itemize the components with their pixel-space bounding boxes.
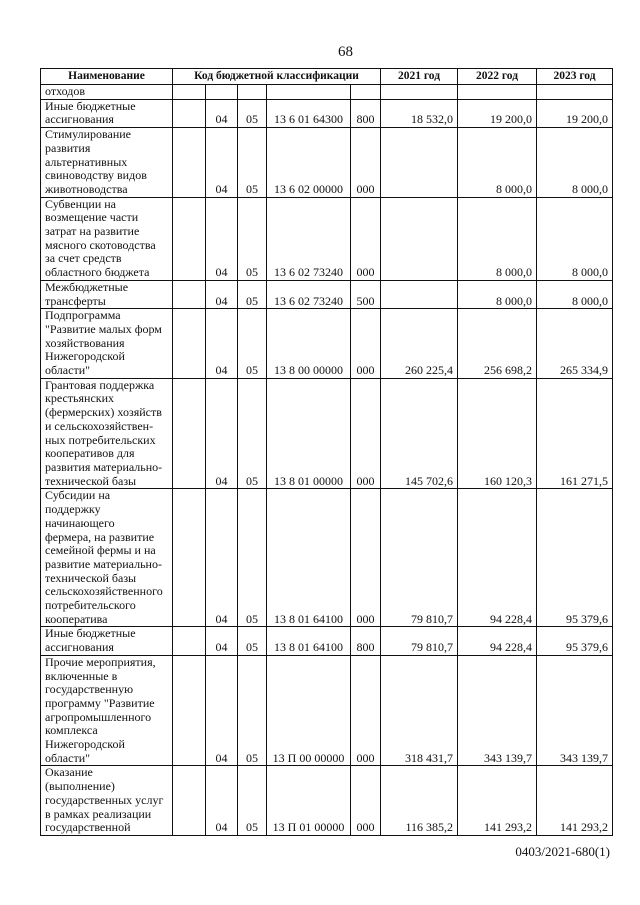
table-row <box>41 309 613 379</box>
code-expense-type-cell: 000 <box>351 128 381 198</box>
code-expense-type-cell: 000 <box>351 378 381 489</box>
header-year-2023: 2023 год <box>537 69 613 85</box>
row-name-cell: отходов <box>41 85 173 100</box>
code-blank-cell <box>173 627 206 655</box>
code-expense-type-cell: 000 <box>351 197 381 280</box>
amount-2021-cell <box>381 280 458 308</box>
row-name-cell: Субсидии на поддержку начинающего фермера, на развитие семейной фермы и на развитие материально- технической базы сельскохозяйственного потребительского кооператива <box>41 489 173 627</box>
table-row <box>41 85 613 100</box>
amount-2023-cell: 8 000,0 <box>537 197 613 280</box>
amount-2022-cell: 141 293,2 <box>458 766 537 836</box>
amount-2021-cell: 18 532,0 <box>381 99 458 127</box>
row-name-cell: Иные бюджетные ассигнования <box>41 627 173 655</box>
code-target-article-cell: 13 6 02 73240 <box>267 280 351 308</box>
amount-2022-cell: 94 228,4 <box>458 489 537 627</box>
amount-2021-cell: 145 702,6 <box>381 378 458 489</box>
amount-2022-cell: 160 120,3 <box>458 378 537 489</box>
row-name-cell: Подпрограмма "Развитие малых форм хозяйствования Нижегородской области" <box>41 309 173 379</box>
code-subsection-cell: 05 <box>238 378 267 489</box>
code-target-article-cell: 13 6 02 00000 <box>267 128 351 198</box>
row-name-cell: Грантовая поддержка крестьянских (фермерских) хозяйств и сельскохозяйствен- ных потребительских кооперативов для развития материально- технической базы <box>41 378 173 489</box>
code-blank-cell <box>173 655 206 766</box>
document-code: 0403/2021-680(1) <box>515 844 610 859</box>
table-row <box>41 655 613 766</box>
code-subsection-cell: 05 <box>238 128 267 198</box>
code-expense-type-cell: 500 <box>351 280 381 308</box>
code-subsection-cell: 05 <box>238 627 267 655</box>
code-blank-cell <box>173 85 206 100</box>
table-header <box>41 69 613 85</box>
table-row <box>41 766 613 836</box>
header-name: Наименование <box>41 69 173 85</box>
code-target-article-cell: 13 8 01 64100 <box>267 627 351 655</box>
row-name-cell: Стимулирование развития альтернативных свиноводству видов животноводства <box>41 128 173 198</box>
code-subsection-cell <box>238 85 267 100</box>
code-target-article-cell: 13 П 01 00000 <box>267 766 351 836</box>
row-name-cell: Прочие мероприятия, включенные в государственную программу "Развитие агропромышленного комплекса Нижегородской области" <box>41 655 173 766</box>
header-row <box>41 69 613 85</box>
table-row <box>41 627 613 655</box>
code-section-cell: 04 <box>206 309 238 379</box>
amount-2021-cell: 318 431,7 <box>381 655 458 766</box>
amount-2023-cell: 343 139,7 <box>537 655 613 766</box>
code-blank-cell <box>173 280 206 308</box>
amount-2022-cell: 343 139,7 <box>458 655 537 766</box>
amount-2022-cell <box>458 85 537 100</box>
code-subsection-cell: 05 <box>238 309 267 379</box>
code-section-cell: 04 <box>206 280 238 308</box>
code-subsection-cell: 05 <box>238 489 267 627</box>
amount-2022-cell: 19 200,0 <box>458 99 537 127</box>
page-number: 68 <box>338 44 353 60</box>
table-row <box>41 128 613 198</box>
code-subsection-cell: 05 <box>238 99 267 127</box>
code-target-article-cell: 13 8 00 00000 <box>267 309 351 379</box>
code-blank-cell <box>173 128 206 198</box>
code-blank-cell <box>173 309 206 379</box>
row-name-cell: Иные бюджетные ассигнования <box>41 99 173 127</box>
code-section-cell: 04 <box>206 128 238 198</box>
row-name-cell: Межбюджетные трансферты <box>41 280 173 308</box>
amount-2023-cell: 95 379,6 <box>537 489 613 627</box>
code-subsection-cell: 05 <box>238 280 267 308</box>
amount-2023-cell: 161 271,5 <box>537 378 613 489</box>
code-target-article-cell: 13 П 00 00000 <box>267 655 351 766</box>
header-year-2022: 2022 год <box>458 69 537 85</box>
code-expense-type-cell: 000 <box>351 489 381 627</box>
code-blank-cell <box>173 378 206 489</box>
header-budget-code: Код бюджетной классификации <box>173 69 381 85</box>
amount-2021-cell: 79 810,7 <box>381 489 458 627</box>
code-expense-type-cell: 000 <box>351 766 381 836</box>
amount-2023-cell: 95 379,6 <box>537 627 613 655</box>
code-expense-type-cell: 800 <box>351 627 381 655</box>
code-expense-type-cell: 800 <box>351 99 381 127</box>
code-blank-cell <box>173 197 206 280</box>
amount-2021-cell <box>381 197 458 280</box>
amount-2023-cell: 265 334,9 <box>537 309 613 379</box>
amount-2023-cell: 8 000,0 <box>537 280 613 308</box>
amount-2022-cell: 8 000,0 <box>458 197 537 280</box>
budget-table <box>40 68 613 836</box>
code-expense-type-cell: 000 <box>351 655 381 766</box>
code-target-article-cell: 13 6 02 73240 <box>267 197 351 280</box>
table-row <box>41 378 613 489</box>
code-subsection-cell: 05 <box>238 766 267 836</box>
budget-table-body <box>41 85 613 836</box>
amount-2021-cell: 79 810,7 <box>381 627 458 655</box>
code-blank-cell <box>173 99 206 127</box>
code-target-article-cell <box>267 85 351 100</box>
code-blank-cell <box>173 766 206 836</box>
amount-2022-cell: 94 228,4 <box>458 627 537 655</box>
code-section-cell: 04 <box>206 378 238 489</box>
code-section-cell: 04 <box>206 99 238 127</box>
code-section-cell: 04 <box>206 627 238 655</box>
amount-2021-cell <box>381 85 458 100</box>
table-row <box>41 197 613 280</box>
amount-2022-cell: 256 698,2 <box>458 309 537 379</box>
code-target-article-cell: 13 8 01 64100 <box>267 489 351 627</box>
code-section-cell: 04 <box>206 766 238 836</box>
header-year-2021: 2021 год <box>381 69 458 85</box>
table-row <box>41 489 613 627</box>
code-subsection-cell: 05 <box>238 655 267 766</box>
code-subsection-cell: 05 <box>238 197 267 280</box>
amount-2023-cell: 8 000,0 <box>537 128 613 198</box>
code-section-cell: 04 <box>206 197 238 280</box>
code-target-article-cell: 13 6 01 64300 <box>267 99 351 127</box>
amount-2022-cell: 8 000,0 <box>458 280 537 308</box>
code-section-cell: 04 <box>206 489 238 627</box>
code-section-cell <box>206 85 238 100</box>
code-expense-type-cell <box>351 85 381 100</box>
amount-2021-cell: 116 385,2 <box>381 766 458 836</box>
amount-2021-cell <box>381 128 458 198</box>
amount-2021-cell: 260 225,4 <box>381 309 458 379</box>
code-section-cell: 04 <box>206 655 238 766</box>
amount-2023-cell <box>537 85 613 100</box>
row-name-cell: Оказание (выполнение) государственных услуг в рамках реализации государственной <box>41 766 173 836</box>
code-target-article-cell: 13 8 01 00000 <box>267 378 351 489</box>
amount-2023-cell: 141 293,2 <box>537 766 613 836</box>
code-blank-cell <box>173 489 206 627</box>
amount-2022-cell: 8 000,0 <box>458 128 537 198</box>
table-row <box>41 99 613 127</box>
table-row <box>41 280 613 308</box>
code-expense-type-cell: 000 <box>351 309 381 379</box>
amount-2023-cell: 19 200,0 <box>537 99 613 127</box>
row-name-cell: Субвенции на возмещение части затрат на развитие мясного скотоводства за счет средств областного бюджета <box>41 197 173 280</box>
